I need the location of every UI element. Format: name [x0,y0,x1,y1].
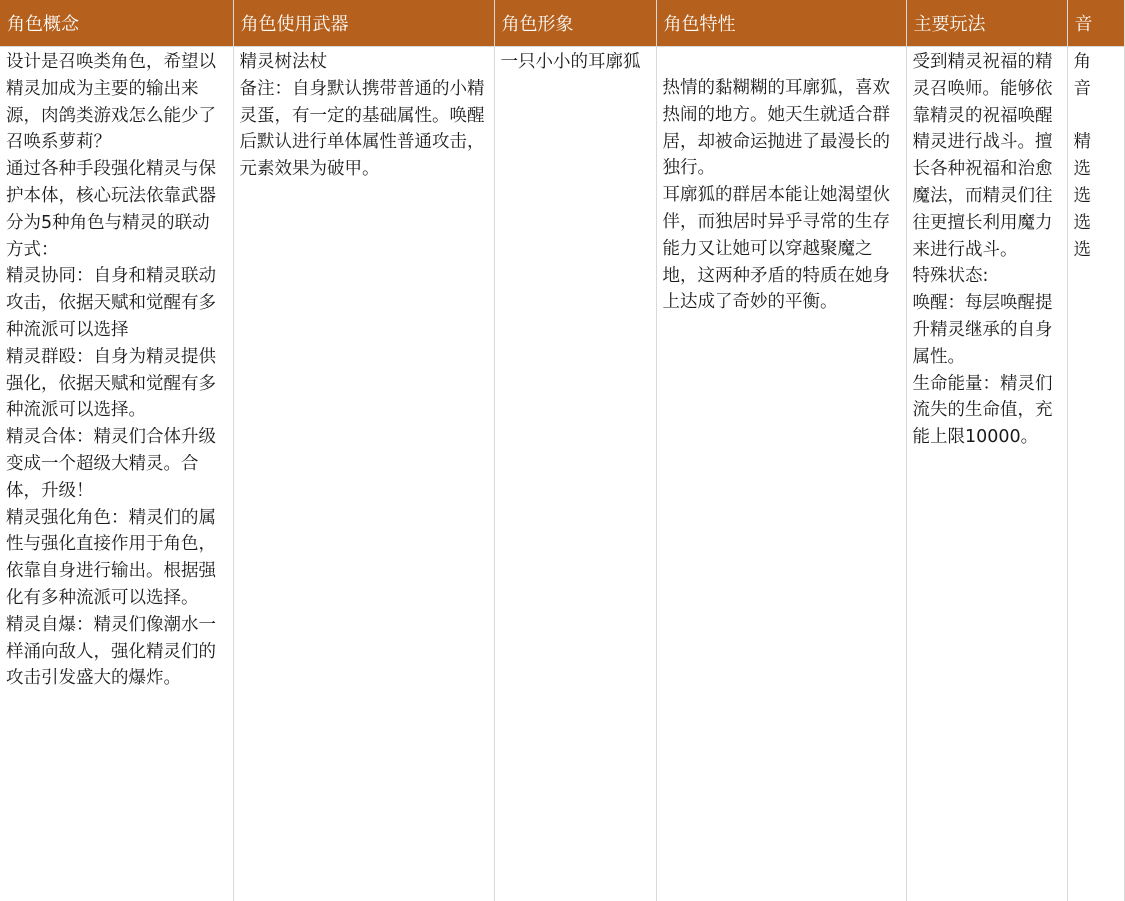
header-cell-gameplay[interactable]: 主要玩法 [906,0,1067,47]
header-row [0,0,1124,47]
cell-text-line: 精灵自爆：精灵们像潮水一样涌向敌人，强化精灵们的攻击引发盛大的爆炸。 [6,612,227,692]
cell-text-line: 受到精灵祝福的精灵召唤师。能够依靠精灵的祝福唤醒精灵进行战斗。擅长各种祝福和治愈魔法，而精灵们往往更擅长利用魔力来进行战斗。 [913,49,1061,263]
cell-concept[interactable] [0,47,233,901]
cell-weapon[interactable] [233,47,494,901]
cell-text-line: 热情的黏糊糊的耳廓狐，喜欢热闹的地方。她天生就适合群居，却被命运抛进了最漫长的独行。 [663,75,900,182]
header-cell-extra[interactable]: 音 [1067,0,1124,47]
header-cell-weapon[interactable]: 角色使用武器 [233,0,494,47]
cell-text-line: 精灵树法杖 [240,49,488,76]
cell-text-line: 选 [1074,237,1118,264]
cell-text-line: 特殊状态: [913,263,1061,290]
header-cell-image[interactable]: 角色形象 [494,0,656,47]
cell-text-line: 备注：自身默认携带普通的小精灵蛋，有一定的基础属性。唤醒后默认进行单体属性普通攻击，元素效果为破甲。 [240,76,488,183]
cell-text-line: 精灵协同：自身和精灵联动攻击，依据天赋和觉醒有多种流派可以选择 [6,263,227,343]
cell-text-line: 通过各种手段强化精灵与保护本体，核心玩法依靠武器分为5种角色与精灵的联动方式： [6,156,227,263]
cell-gameplay[interactable] [906,47,1067,901]
cell-text-line: 选 [1074,183,1118,210]
cell-text-line: 一只小小的耳廓狐 [501,49,650,76]
cell-extra[interactable] [1067,47,1124,901]
cell-text-line: 精灵合体：精灵们合体升级变成一个超级大精灵。合体，升级！ [6,424,227,504]
header-cell-trait[interactable]: 角色特性 [656,0,906,47]
cell-text-line: 耳廓狐的群居本能让她渴望伙伴，而独居时异乎寻常的生存能力又让她可以穿越聚魔之地，这两种矛盾的特质在她身上达成了奇妙的平衡。 [663,182,900,316]
header-cell-concept[interactable]: 角色概念 [0,0,233,47]
cell-text-line: 精灵强化角色：精灵们的属性与强化直接作用于角色，依靠自身进行输出。根据强化有多种流派可以选择。 [6,505,227,612]
cell-text-line: 精灵群殴：自身为精灵提供强化，依据天赋和觉醒有多种流派可以选择。 [6,344,227,424]
cell-text-line: 角 [1074,49,1118,76]
cell-text-line: 选 [1074,156,1118,183]
cell-text-line [1074,103,1118,130]
cell-image[interactable] [494,47,656,901]
table-row [0,47,1124,901]
cell-text-line: 精 [1074,129,1118,156]
cell-text-line: 选 [1074,210,1118,237]
cell-text-line: 生命能量：精灵们流失的生命值，充能上限10000。 [913,371,1061,451]
cell-text-line: 音 [1074,76,1118,103]
cell-trait[interactable] [656,47,906,901]
cell-text-line: 设计是召唤类角色，希望以精灵加成为主要的输出来源，肉鸽类游戏怎么能少了召唤系萝莉？ [6,49,227,156]
cell-text-line: 唤醒：每层唤醒提升精灵继承的自身属性。 [913,290,1061,370]
